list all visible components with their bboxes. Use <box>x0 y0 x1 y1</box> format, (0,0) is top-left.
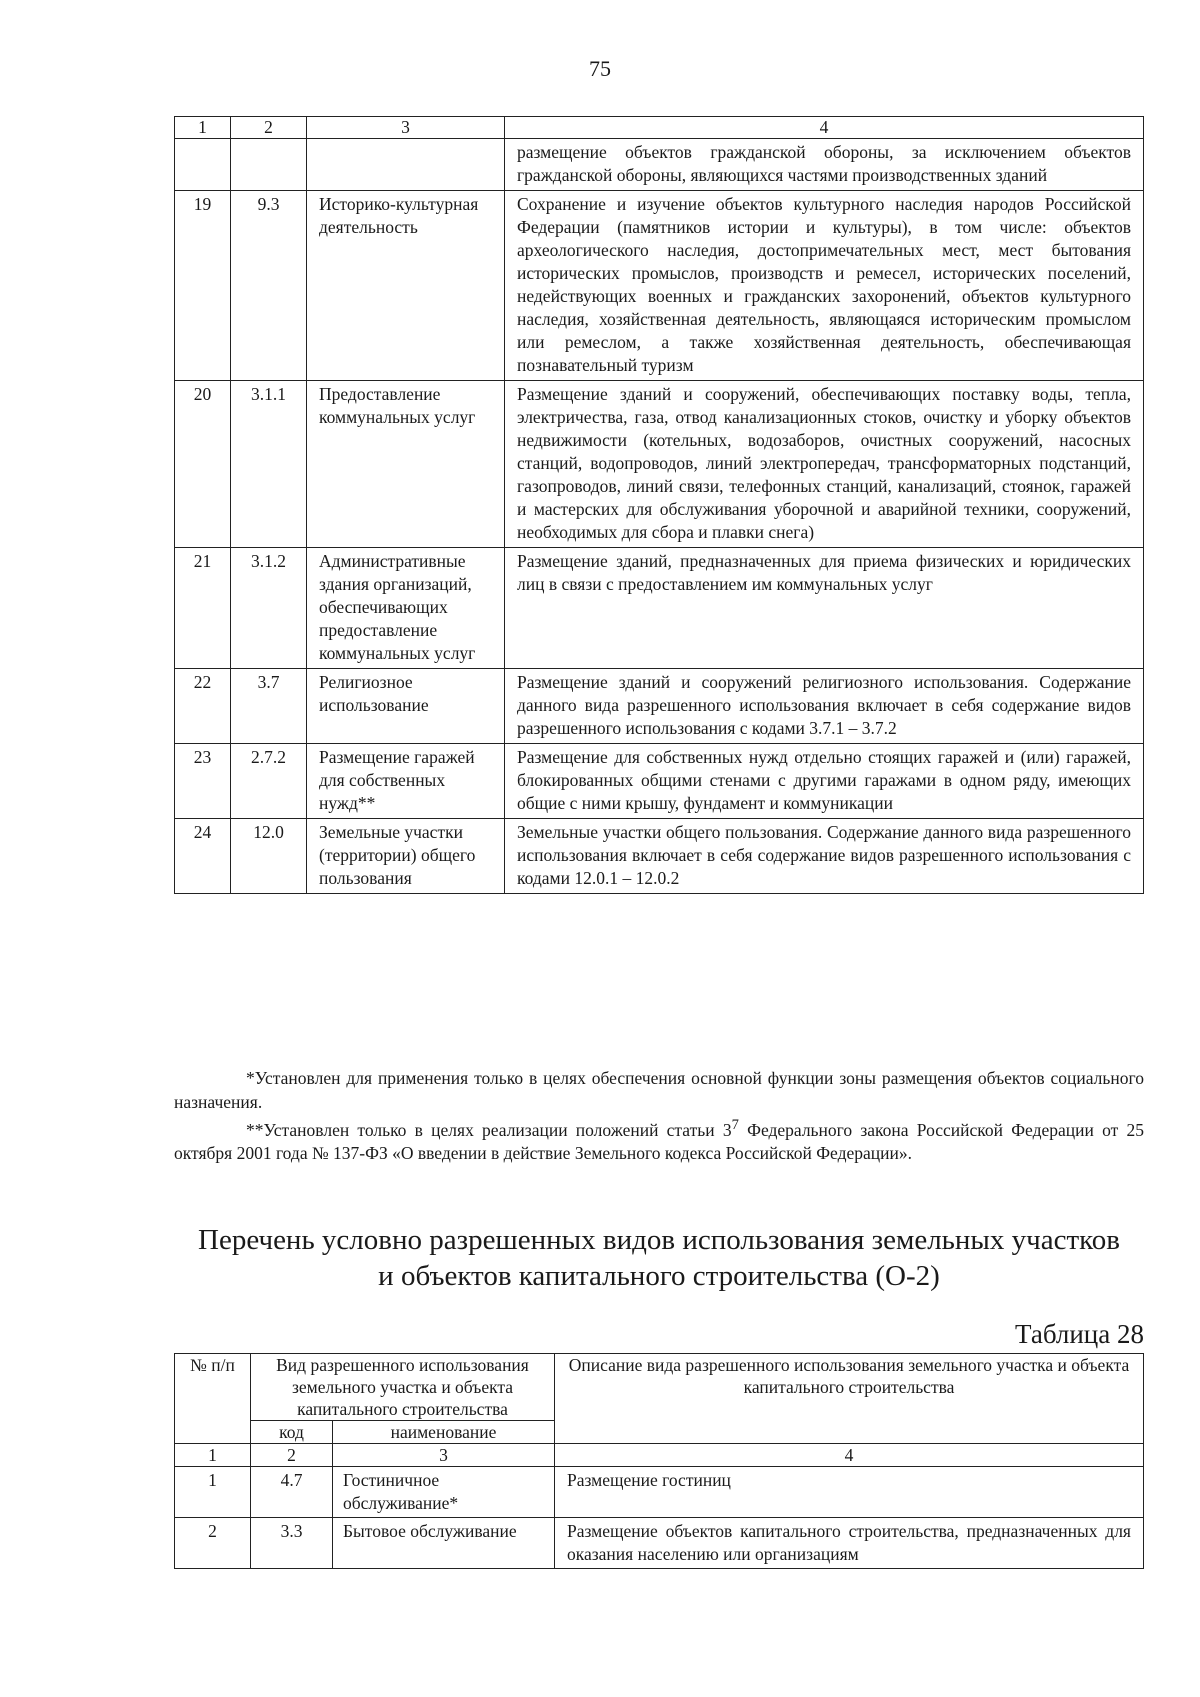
table-row <box>175 669 1144 744</box>
column-number: 4 <box>505 117 1144 139</box>
use-description: Земельные участки общего пользования. Содержание данного вида разрешенного использования включает в себя содержание видов разрешенного использования с кодами 12.0.1 – 12.0.2 <box>505 819 1144 894</box>
row-number: 20 <box>175 381 231 548</box>
table-row <box>175 191 1144 381</box>
use-name: Бытовое обслуживание <box>333 1518 555 1569</box>
column-number: 3 <box>333 1444 555 1467</box>
use-name: Административные здания организаций, обеспечивающих предоставление коммунальных услуг <box>307 548 505 669</box>
column-number: 3 <box>307 117 505 139</box>
table-row <box>175 1518 1144 1569</box>
footnote-superscript: 7 <box>731 1117 739 1133</box>
use-name: Гостиничное обслуживание* <box>333 1467 555 1518</box>
use-name: Историко-культурная деятельность <box>307 191 505 381</box>
column-number: 4 <box>555 1444 1144 1467</box>
table-caption: Таблица 28 <box>1015 1319 1144 1349</box>
table-row <box>175 548 1144 669</box>
section-title-line: и объектов капитального строительства (О-2) <box>378 1260 940 1292</box>
page-number: 75 <box>589 56 611 81</box>
row-number: 2 <box>175 1518 251 1569</box>
section-title <box>174 1222 1144 1294</box>
use-name: Религиозное использование <box>307 669 505 744</box>
use-description: Размещение зданий и сооружений, обеспечивающих поставку воды, тепла, электричества, газа, отвод канализационных стоков, очистку и уборку объектов недвижимости (котельных, водозаборов, очистных сооружений, насосных станций, водопроводов, линий электропередач, трансформаторных подстанций, газопроводов, линий связи, телефонных станций, канализаций, стоянок, гаражей и мастерских для обслуживания уборочной и аварийной техники, сооружений, необходимых для сбора и плавки снега) <box>505 381 1144 548</box>
use-description: Размещение гостиниц <box>555 1467 1144 1518</box>
use-code: 9.3 <box>231 191 307 381</box>
table-row <box>175 1467 1144 1518</box>
use-code <box>231 139 307 191</box>
use-code: 3.7 <box>231 669 307 744</box>
use-code: 3.1.2 <box>231 548 307 669</box>
header-description: Описание вида разрешенного использования земельного участка и объекта капитального строительства <box>555 1354 1144 1444</box>
section-title-line: Перечень условно разрешенных видов использования земельных участков <box>198 1224 1120 1256</box>
use-name: Земельные участки (территории) общего пользования <box>307 819 505 894</box>
use-name: Размещение гаражей для собственных нужд** <box>307 744 505 819</box>
use-name: Предоставление коммунальных услуг <box>307 381 505 548</box>
footnote-text: Федерального закона Российской Федерации от 25 октября 2001 года № 137-ФЗ «О введении в действие Земельного кодекса Российской Федерации». <box>174 1119 1144 1164</box>
header-code: код <box>251 1421 333 1444</box>
column-number: 2 <box>231 117 307 139</box>
use-description: Размещение зданий, предназначенных для приема физических и юридических лиц в связи с предоставлением им коммунальных услуг <box>505 548 1144 669</box>
footnote-garages <box>174 1114 1144 1166</box>
use-code: 12.0 <box>231 819 307 894</box>
row-number: 22 <box>175 669 231 744</box>
allowed-uses-table <box>174 116 1144 894</box>
column-number: 1 <box>175 1444 251 1467</box>
row-number: 24 <box>175 819 231 894</box>
column-number: 2 <box>251 1444 333 1467</box>
table-row <box>175 744 1144 819</box>
column-number: 1 <box>175 117 231 139</box>
table-colnum-row <box>175 1444 1144 1467</box>
header-name: наименование <box>333 1421 555 1444</box>
use-description: Сохранение и изучение объектов культурного наследия народов Российской Федерации (памятников истории и культуры), в том числе: объектов археологического наследия, достопримечательных мест, мест бытования исторических промыслов, производств и ремесел, исторических поселений, недействующих военных и гражданских захоронений, объектов культурного наследия, хозяйственная деятельность, являющаяся историческим промыслом или ремеслом, а также хозяйственная деятельность, обеспечивающая познавательный туризм <box>505 191 1144 381</box>
use-description: размещение объектов гражданской обороны, за исключением объектов гражданской обороны, являющихся частями производственных зданий <box>505 139 1144 191</box>
header-number: № п/п <box>175 1354 251 1444</box>
row-number: 19 <box>175 191 231 381</box>
use-code: 3.3 <box>251 1518 333 1569</box>
row-number <box>175 139 231 191</box>
use-code: 4.7 <box>251 1467 333 1518</box>
table-row <box>175 381 1144 548</box>
header-kind: Вид разрешенного использования земельного участка и объекта капитального строительства <box>251 1354 555 1421</box>
row-number: 1 <box>175 1467 251 1518</box>
table-row <box>175 139 1144 191</box>
use-code: 2.7.2 <box>231 744 307 819</box>
table-header-row <box>175 1354 1144 1421</box>
footnotes <box>174 1067 1144 1166</box>
table-header-row <box>175 117 1144 139</box>
row-number: 23 <box>175 744 231 819</box>
use-code: 3.1.1 <box>231 381 307 548</box>
footnote-social: *Установлен для применения только в целях обеспечения основной функции зоны размещения объектов социального назначения. <box>174 1068 1144 1112</box>
use-description: Размещение объектов капитального строительства, предназначенных для оказания населению или организациям <box>555 1518 1144 1569</box>
use-description: Размещение зданий и сооружений религиозного использования. Содержание данного вида разрешенного использования включает в себя содержание видов разрешенного использования с кодами 3.7.1 – 3.7.2 <box>505 669 1144 744</box>
conditional-uses-table <box>174 1353 1144 1569</box>
row-number: 21 <box>175 548 231 669</box>
use-name <box>307 139 505 191</box>
table-row <box>175 819 1144 894</box>
footnote-text: **Установлен только в целях реализации положений статьи 3 <box>246 1119 732 1140</box>
use-description: Размещение для собственных нужд отдельно стоящих гаражей и (или) гаражей, блокированных общими стенами с другими гаражами в одном ряду, имеющих общие с ними крышу, фундамент и коммуникации <box>505 744 1144 819</box>
